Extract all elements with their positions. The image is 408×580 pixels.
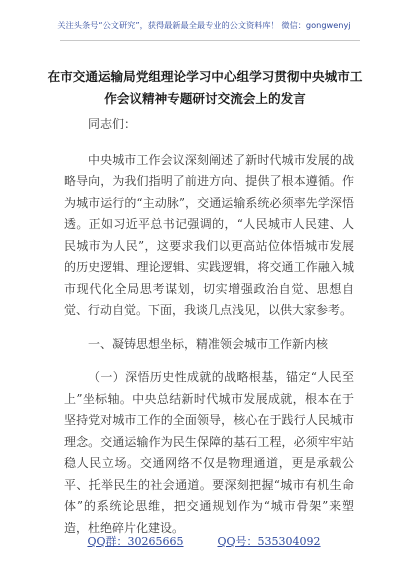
- header-divider: [60, 40, 360, 41]
- section-heading-1: 一、凝铸思想坐标，精准领会城市工作新内核: [88, 336, 329, 351]
- footer: [0, 533, 408, 549]
- header-note: 关注头条号“公文研究”，获得最新最全最专业的公文资料库！ 微信：gongwenyj: [57, 20, 351, 30]
- title-line-2: 作会议精神专题研讨交流会上的发言: [104, 91, 306, 106]
- title-line-1: 在市交通运输局党组理论学习中心组学习贯彻中央城市工: [47, 69, 363, 84]
- paragraph-section-1: （一）深悟历史性成就的战略根基，锚定“人民至上”坐标轴。中央总结新时代城市发展成就，根本在于坚持党对城市工作的全面领导，核心在于践行人民城市理念。交通运输作为民生保障的基石工程，必须牢牢站稳人民立场。交通网络不仅是物理通道，更是承载公平、托举民生的社会通道。要深刻把握“城市有机生命体”的系统论思维，把交通规划作为“城市骨架”来塑造，杜绝碎片化建设。: [64, 370, 354, 535]
- document-title: [40, 66, 370, 110]
- greeting: 同志们：: [88, 117, 137, 131]
- footer-qq-number: QQ号：535304092: [217, 535, 321, 548]
- footer-qq-group: QQ群：30265665: [87, 535, 184, 548]
- paragraph-intro: 中央城市工作会议深刻阐述了新时代城市发展的战略导向，为我们指明了前进方向、提供了根本遵循。作为城市运行的“主动脉”，交通运输系统必须率先学深悟透。正如习近平总书记强调的，“人民城市人民建、人民城市为人民”，这要求我们以更高站位体悟城市发展的历史逻辑、理论逻辑、实践逻辑，将交通工作融入城市现代化全局思考谋划，切实增强政治自觉、思想自觉、行动自觉。下面，我谈几点浅见，以供大家参考。: [64, 152, 354, 317]
- document-body: [64, 114, 354, 539]
